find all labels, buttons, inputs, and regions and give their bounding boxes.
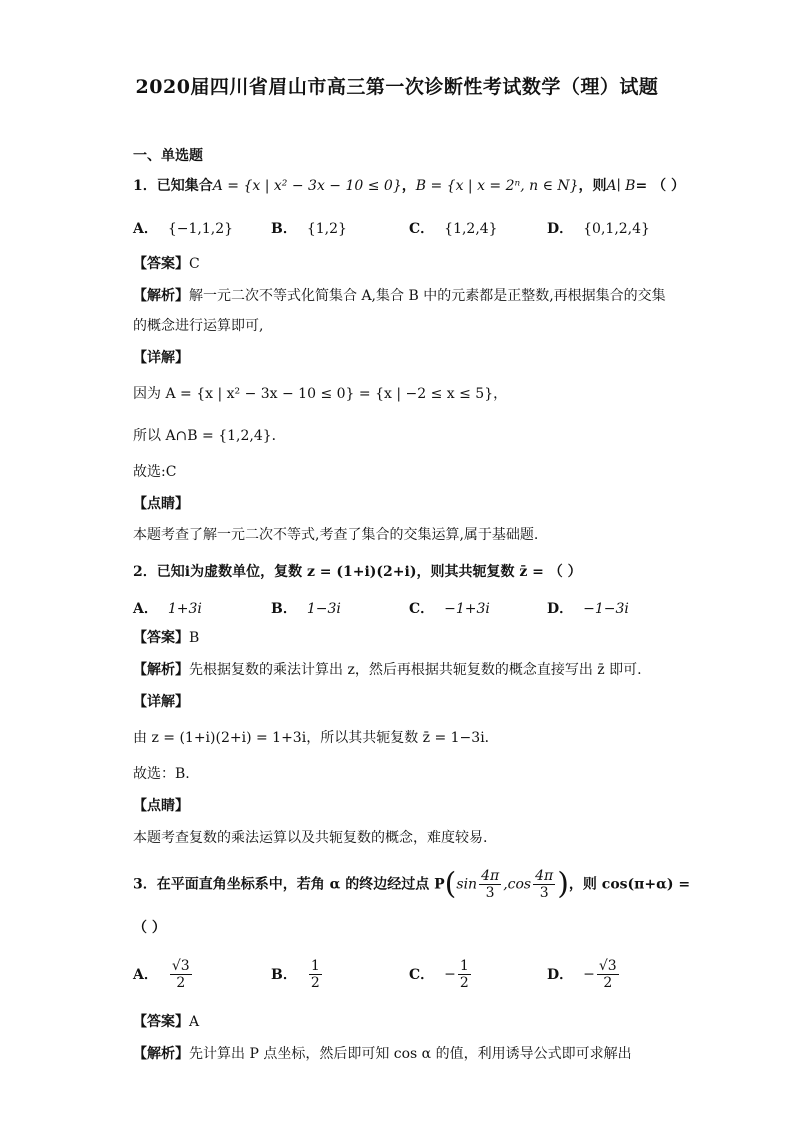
q3-option-b: B． $\frac{1}{2}$ [271,958,320,991]
q1-option-a: A． {−1,1,2} [133,221,234,237]
q2-answer: 【答案】B [133,630,200,646]
q1-option-b: B． {1,2} [271,221,347,237]
question-1-ask: ，则 [578,178,607,194]
set-a-definition: A = {x | x² − 3x − 10 ≤ 0} [212,178,402,194]
q1-choice: 故选:C [133,464,177,480]
separator: ， [401,178,416,194]
question-1-number: 1． [133,178,157,194]
section-heading: 一、单选题 [133,148,203,164]
q1-option-d: D． {0,1,2,4} [547,221,650,237]
q2-detail-heading: 【详解】 [133,694,189,710]
q2-option-c: C． −1+3i [409,601,490,617]
q1-detail-heading: 【详解】 [133,350,189,366]
q3-analysis: 【解析】先计算出 P 点坐标，然后即可知 cos α 的值，利用诱导公式即可求解出 [133,1046,632,1062]
question-1-stem [133,176,685,196]
question-3-stem: 3．在平面直角坐标系中，若角 α 的终边经过点 P(sin $\frac{4\pi}{3}$ ,cos $\frac{4\pi}{3}$ )，则 cos(π+α) = [133,866,691,902]
q1-detail-line-1: 因为 A = {x | x² − 3x − 10 ≤ 0} = {x | −2 ≤ x ≤ 5}， [133,386,508,402]
question-1-paren: = （ ） [635,178,685,194]
q2-choice: 故选：B. [133,766,190,782]
q1-option-c: C． {1,2,4} [409,221,498,237]
q1-analysis-line-2: 的概念进行运算即可, [133,318,264,334]
q3-option-c: C． − $\frac{1}{2}$ [409,958,469,991]
q1-comment-heading: 【点睛】 [133,496,189,512]
q2-option-b: B． 1−3i [271,601,341,617]
q1-analysis-line-1: 【解析】解一元二次不等式化简集合 A,集合 B 中的元素都是正整数,再根据集合的交集 [133,288,666,304]
set-b-definition: B = {x | x = 2ⁿ, n ∈ N} [415,178,579,194]
question-3-paren: （ ） [133,920,166,936]
q1-detail-line-2: 所以 A∩B = {1,2,4}． [133,428,286,444]
q2-comment: 本题考查复数的乘法运算以及共轭复数的概念，难度较易. [133,830,488,846]
page-title: 2020届四川省眉山市高三第一次诊断性考试数学（理）试题 [135,76,659,98]
question-1-prefix: 已知集合 [156,178,213,194]
q2-option-a: A． 1+3i [133,601,202,617]
q2-detail: 由 z = (1+i)(2+i) = 1+3i，所以其共轭复数 z̄ = 1−3i． [133,730,499,746]
q1-comment: 本题考查了解一元二次不等式,考查了集合的交集运算,属于基础题. [133,527,539,543]
q2-comment-heading: 【点睛】 [133,798,189,814]
q3-answer: 【答案】A [133,1014,200,1030]
question-2-stem: 2．已知i为虚数单位，复数 z = (1+i)(2+i)，则其共轭复数 z̄ = （ ） [133,564,582,580]
q2-analysis: 【解析】先根据复数的乘法计算出 z，然后再根据共轭复数的概念直接写出 z̄ 即可. [133,662,642,678]
question-1-expression: A∣ B [606,178,636,194]
q1-answer: 【答案】C [133,256,200,272]
q3-option-a: A． $\frac{√3}{2}$ [133,958,190,991]
q2-option-d: D． −1−3i [547,601,629,617]
q3-option-d: D． − $\frac{√3}{2}$ [547,958,617,991]
